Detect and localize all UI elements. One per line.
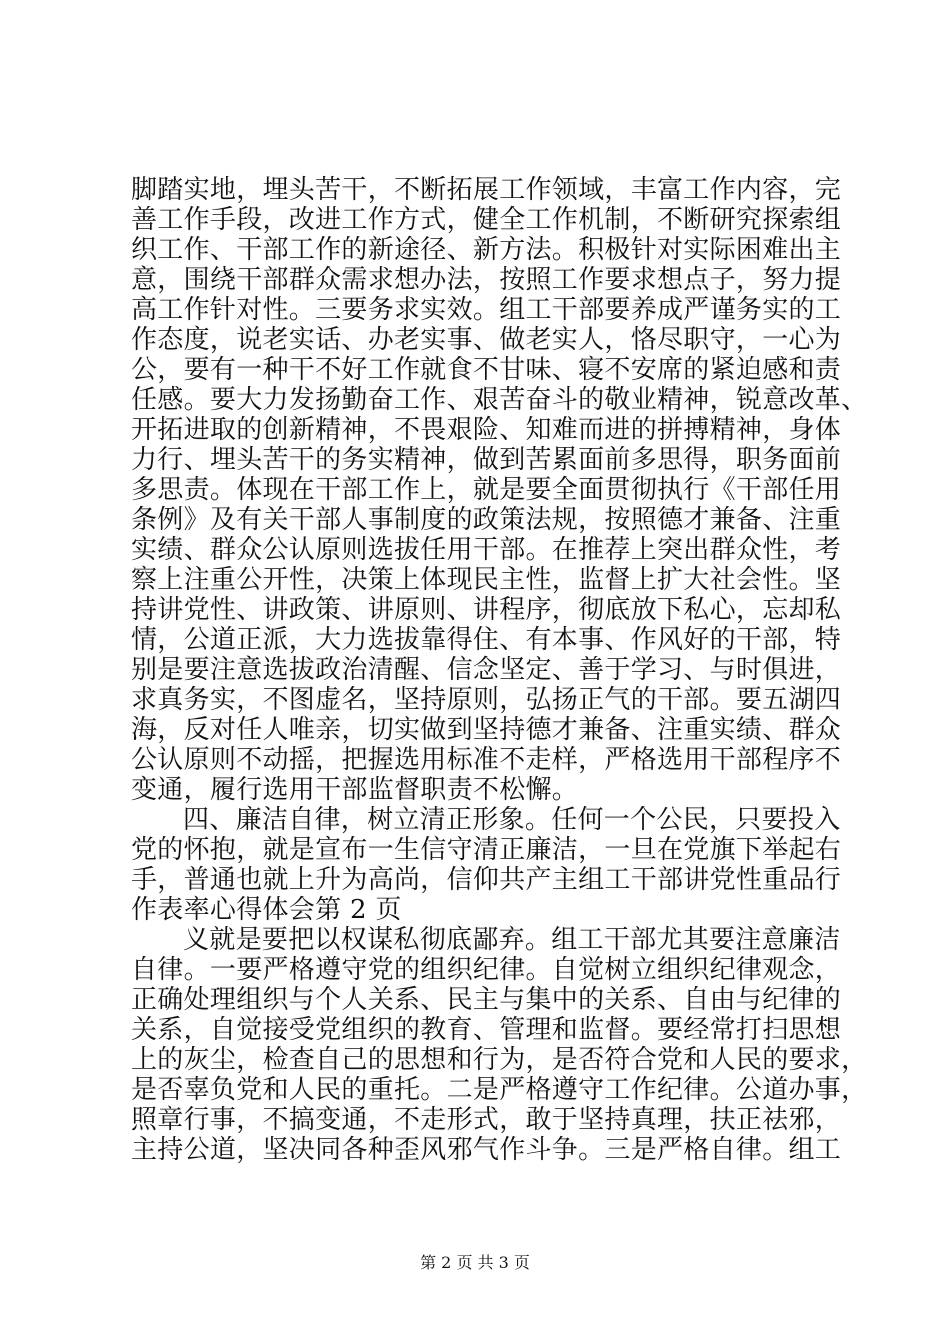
text-line: 正确处理组织与个人关系、民主与集中的关系、自由与纪律的 — [131, 985, 842, 1015]
text-line: 作态度，说老实话、办老实事、做老实人，恪尽职守，一心为 — [131, 325, 842, 355]
text-line: 照章行事，不搞变通，不走形式，敢于坚持真理，扶正祛邪， — [131, 1105, 842, 1135]
text-line: 手，普通也就上升为高尚，信仰共产主组工干部讲党性重品行 — [131, 865, 842, 895]
text-line: 求真务实，不图虚名，坚持原则，弘扬正气的干部。要五湖四 — [131, 685, 842, 715]
text-line: 脚踏实地，埋头苦干，不断拓展工作领域，丰富工作内容，完 — [131, 175, 842, 205]
text-line: 高工作针对性。三要务求实效。组工干部要养成严谨务实的工 — [131, 295, 842, 325]
text-line: 作表率心得体会第 2 页 — [131, 895, 402, 925]
document-body — [131, 175, 868, 1165]
text-line: 海，反对任人唯亲，切实做到坚持德才兼备、注重实绩、群众 — [131, 715, 842, 745]
text-line: 织工作、干部工作的新途径、新方法。积极针对实际困难出主 — [131, 235, 842, 265]
text-line: 自律。一要严格遵守党的组织纪律。自觉树立组织纪律观念， — [131, 955, 842, 985]
text-line: 意，围绕干部群众需求想办法，按照工作要求想点子，努力提 — [131, 265, 842, 295]
page-footer: 第 2 页 共 3 页 — [420, 1253, 530, 1272]
text-line: 条例》及有关干部人事制度的政策法规，按照德才兼备、注重 — [131, 505, 842, 535]
text-line: 是否辜负党和人民的重托。二是严格遵守工作纪律。公道办事， — [131, 1075, 868, 1105]
text-line: 别是要注意选拔政治清醒、信念坚定、善于学习、与时俱进， — [131, 655, 842, 685]
text-line: 公，要有一种干不好工作就食不甘味、寝不安席的紧迫感和责 — [131, 355, 842, 385]
text-line: 义就是要把以权谋私彻底鄙弃。组工干部尤其要注意廉洁 — [183, 925, 841, 955]
text-line: 四、廉洁自律，树立清正形象。任何一个公民，只要投入 — [183, 805, 841, 835]
text-line: 关系，自觉接受党组织的教育、管理和监督。要经常打扫思想 — [131, 1015, 842, 1045]
text-line: 变通，履行选用干部监督职责不松懈。 — [131, 775, 579, 805]
text-line: 情，公道正派，大力选拔靠得住、有本事、作风好的干部，特 — [131, 625, 842, 655]
text-line: 公认原则不动摇，把握选用标准不走样，严格选用干部程序不 — [131, 745, 842, 775]
text-line: 善工作手段，改进工作方式，健全工作机制，不断研究探索组 — [131, 205, 842, 235]
text-line: 党的怀抱，就是宣布一生信守清正廉洁，一旦在党旗下举起右 — [131, 835, 842, 865]
text-line: 实绩、群众公认原则选拔任用干部。在推荐上突出群众性，考 — [131, 535, 842, 565]
text-line: 上的灰尘，检查自己的思想和行为，是否符合党和人民的要求， — [131, 1045, 868, 1075]
text-line: 多思责。体现在干部工作上，就是要全面贯彻执行《干部任用 — [131, 475, 842, 505]
text-line: 持讲党性、讲政策、讲原则、讲程序，彻底放下私心，忘却私 — [131, 595, 842, 625]
text-line: 察上注重公开性，决策上体现民主性，监督上扩大社会性。坚 — [131, 565, 842, 595]
text-line: 力行、埋头苦干的务实精神，做到苦累面前多思得，职务面前 — [131, 445, 842, 475]
text-line: 任感。要大力发扬勤奋工作、艰苦奋斗的敬业精神，锐意改革、 — [131, 385, 868, 415]
text-line: 主持公道，坚决同各种歪风邪气作斗争。三是严格自律。组工 — [131, 1135, 842, 1165]
text-line: 开拓进取的创新精神，不畏艰险、知难而进的拼搏精神，身体 — [131, 415, 842, 445]
